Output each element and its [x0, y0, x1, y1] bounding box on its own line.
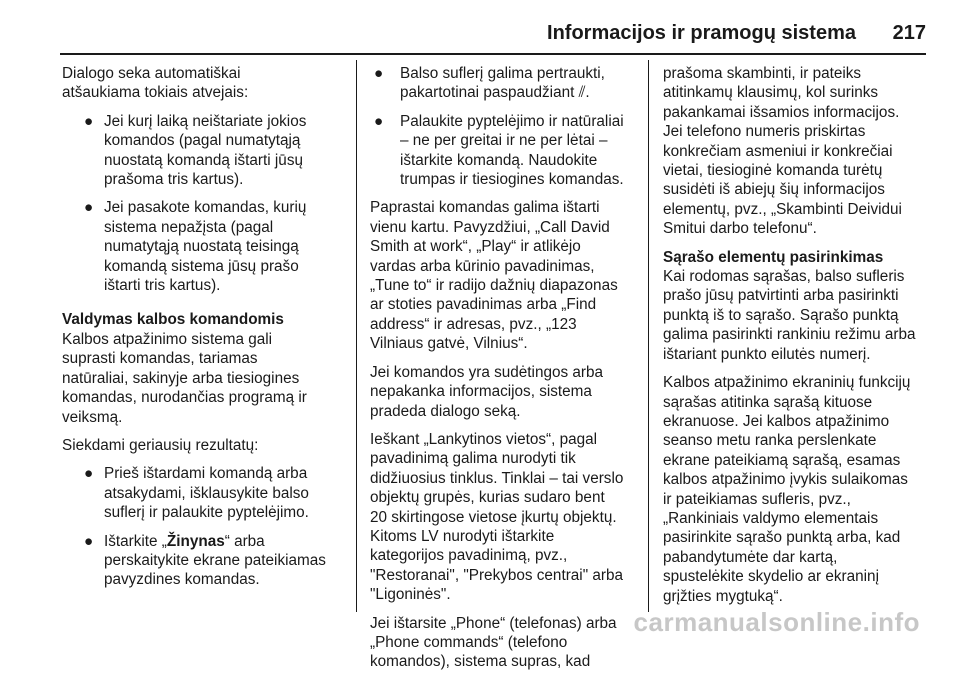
- list-item: [370, 112, 638, 190]
- list-item: [62, 464, 352, 522]
- column-2: [370, 64, 638, 681]
- paragraph: Kai rodomas sąrašas, balso sufleris prašo jūsų patvirtinti arba pasirinkti punktą iš to sąrašo. Sąrašo punktą galima pasirinkti rankiniu režimu arba ištariant punkto eilutės numerį.: [663, 268, 916, 363]
- column-3: [663, 64, 928, 615]
- watermark: carmanualsonline.info: [633, 607, 920, 637]
- text-suffix: “ arba perskaitykite ekrane pateikiamas pavyzdines komandas.: [104, 532, 326, 589]
- paragraph: Siekdami geriausių rezultatų:: [62, 436, 259, 454]
- bold-term: Žinynas: [166, 532, 225, 550]
- list-item: [62, 532, 352, 590]
- section-heading: Valdymas kalbos komandomis: [62, 311, 284, 329]
- header-divider: [60, 53, 926, 55]
- paragraph: Ieškant „Lankytinos vietos“, pagal pavadinimą galima nurodyti tik didžiuosius tinklus. Tinklai – tai verslo objektų grupės, kurias sudaro bent 20 skirtingose vietose įkurtų objektų. Kitoms LV nurodyti ištarkite kategorijos pavadinimą, pvz., "Restoranai", "Prekybos centrai" arba "Ligoninės".: [370, 430, 624, 604]
- bullet-icon: ●: [374, 112, 384, 130]
- list-item-text: [104, 533, 326, 589]
- bullet-icon: ●: [374, 65, 384, 82]
- paragraph: Jei ištarsite „Phone“ (telefonas) arba „Phone commands“ (telefono komandos), sistema supras, kad: [370, 614, 617, 671]
- column-1: [62, 64, 352, 599]
- section-heading: Sąrašo elementų pasirinkimas: [663, 248, 884, 266]
- paragraph: Paprastai komandas galima ištarti vienu kartu. Pavyzdžiui, „Call David Smith at work“, „Play“ ir atlikėjo vardas arba kūrinio pavadinimas, „Tune to“ ir radijo dažnių diapazonas ar stoties pavadinimas arba „Find address“ ir adresas, pvz., „123 Vilniaus gatvė, Vilnius“.: [370, 199, 618, 353]
- text-prefix: Ištarkite „: [104, 532, 167, 550]
- intro-paragraph: Dialogo seka automatiškai atšaukiama tokiais atvejais:: [62, 65, 249, 102]
- list-item: [62, 198, 352, 295]
- bullet-icon: ●: [84, 532, 94, 550]
- page-number: 217: [892, 22, 926, 44]
- paragraph: prašoma skambinti, ir pateiks atitinkamų klausimų, kol surinks pakankamai išsamios informacijos. Jei telefono numeris priskirtas konkrečiam asmeniui ir konkrečiai vietai, tiesioginė komanda turėtų susidėti iš abiejų šių informacijos elementų, pvz., „Skambinti Deividui Smitui darbo telefonu“.: [663, 65, 902, 238]
- page-header-title: Informacijos ir pramogų sistema: [547, 22, 856, 44]
- list-item-text: Palaukite pyptelėjimo ir natūraliai – ne per greitai ir ne per lėtai – ištarkite komandą. Naudokite trumpas ir tiesiogines komandas.: [400, 112, 624, 189]
- column-divider-1: [356, 60, 357, 612]
- bullet-icon: ●: [84, 199, 94, 217]
- column-divider-2: [648, 60, 649, 612]
- list-item-text: Balso suflerį galima pertraukti, pakartotinai paspaudžiant ⫽.: [400, 65, 605, 102]
- list-item: [62, 112, 352, 190]
- paragraph: Kalbos atpažinimo sistema gali suprasti komandas, tariamas natūraliai, sakinyje arba tiesiogines komandas, nurodančias programą ir veiksmą.: [62, 330, 307, 426]
- list-item-text: Jei kurį laiką neištariate jokios komandos (pagal numatytąją nuostatą komandą ištarti jūsų prašoma tris kartus).: [104, 112, 307, 189]
- bullet-icon: ●: [84, 465, 94, 483]
- paragraph: Kalbos atpažinimo ekraninių funkcijų sąrašas atitinka sąrašą kituose ekranuose. Jei kalbos atpažinimo seanso metu ranka perslenkate ekrane pateikiamą sąrašą, esamas kalbos atpažinimo įvykis sulaikomas ir pateikiamas sufleris, pvz., „Rankiniais valdymo elementais pasirinkite sąrašo punktą arba, kad pabandytumėte dar kartą, spustelėkite skydelio ar ekraninį grįžties mygtuką“.: [663, 374, 911, 605]
- list-item-text: Prieš ištardami komandą arba atsakydami, išklausykite balso suflerį ir palaukite pyptelėjimo.: [104, 465, 309, 522]
- bullet-icon: ●: [84, 112, 94, 130]
- list-item-text: Jei pasakote komandas, kurių sistema nepažįsta (pagal numatytąją nuostatą teisingą komandą sistema jūsų prašo ištarti tris kartus).: [104, 199, 307, 295]
- list-item: [370, 64, 638, 103]
- paragraph: Jei komandos yra sudėtingos arba nepakanka informacijos, sistema pradeda dialogo seką.: [370, 363, 603, 420]
